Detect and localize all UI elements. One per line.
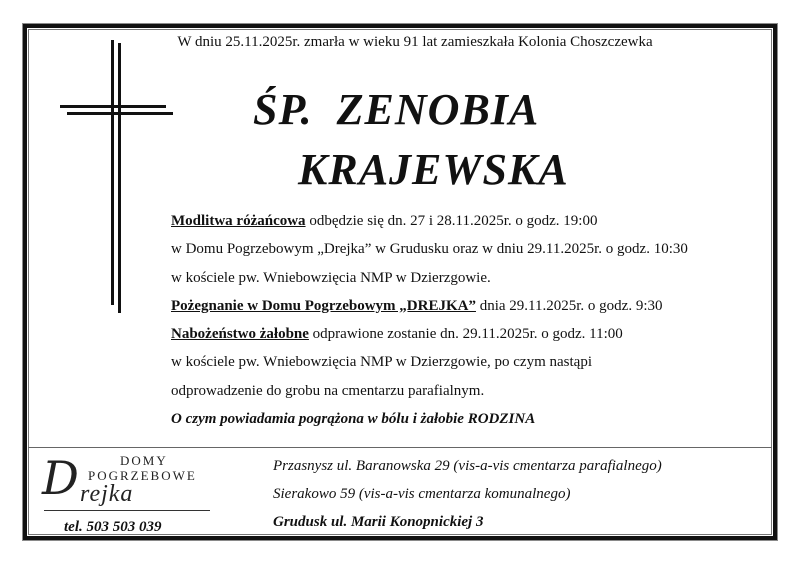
address-sierakowo: Sierakowo 59 (vis-a-vis cmentarza komunalnego): [273, 486, 571, 502]
logo-initial: D: [42, 451, 79, 505]
addresses: [273, 452, 662, 536]
service-label: Nabożeństwo żałobne: [171, 326, 309, 343]
detail-line: w kościele pw. Wniebowzięcia NMP w Dzierzgowie, po czym nastąpi: [171, 354, 592, 371]
address-grudusk: Grudusk ul. Marii Konopnickiej 3: [273, 514, 484, 530]
detail-line: w Domu Pogrzebowym „Drejka” w Grudusku oraz w dniu 29.11.2025r. o godz. 10:30: [171, 241, 688, 258]
footer-divider: [28, 447, 772, 448]
rosary-label: Modlitwa różańcowa: [171, 213, 306, 229]
detail-line: w kościele pw. Wniebowzięcia NMP w Dzierzgowie.: [171, 269, 491, 286]
farewell-line: Pożegnanie w Domu Pogrzebowym „DREJKA” dnia 29.11.2025r. o godz. 9:30: [171, 297, 663, 314]
rosary-line: Modlitwa różańcowa odbędzie się dn. 27 i 28.11.2025r. o godz. 19:00: [171, 213, 598, 229]
death-announcement-line: W dniu 25.11.2025r. zmarła w wieku 91 lat zamieszkała Kolonia Choszczewka: [177, 34, 653, 50]
detail-line: odprowadzenie do grobu na cmentarzu parafialnym.: [171, 382, 485, 399]
funeral-details: [171, 207, 688, 433]
logo-underline: [44, 510, 210, 511]
deceased-name-line1: ŚP. ZENOBIA: [253, 85, 540, 134]
address-przasnysz: Przasnysz ul. Baranowska 29 (vis-a-vis cmentarza parafialnego): [273, 458, 662, 474]
farewell-label: Pożegnanie w Domu Pogrzebowym „DREJKA”: [171, 297, 476, 314]
closing-line: O czym powiadamia pogrążona w bólu i żałobie RODZINA: [171, 411, 536, 428]
service-line: Nabożeństwo żałobne odprawione zostanie dn. 29.11.2025r. o godz. 11:00: [171, 326, 623, 343]
phone-number: tel. 503 503 039: [64, 519, 162, 535]
deceased-name-line2: KRAJEWSKA: [298, 145, 569, 194]
funeral-home-logo: DOMY POGRZEBOWE D rejka: [40, 453, 215, 513]
